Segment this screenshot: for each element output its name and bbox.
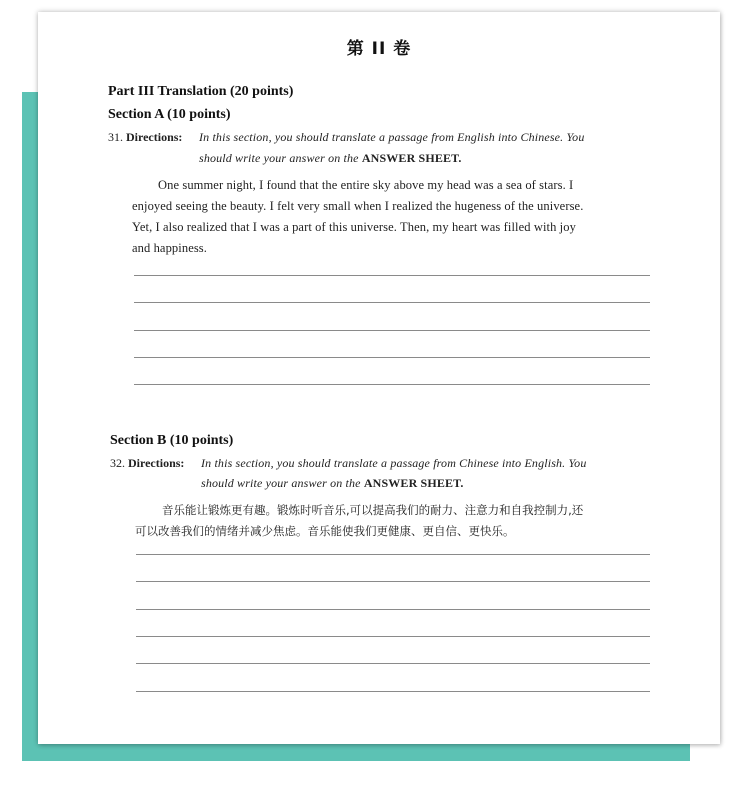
section-a-directions-label (108, 130, 182, 145)
answer-line (136, 691, 650, 692)
answer-line (134, 384, 650, 385)
answer-line (136, 663, 650, 664)
answer-line (134, 330, 650, 331)
answer-line (136, 554, 650, 555)
section-b-directions-line-1: In this section, you should translate a passage from Chinese into English. You (201, 456, 587, 470)
answer-line (136, 609, 650, 610)
period: . (458, 151, 462, 165)
section-a-heading: Section A (10 points) (108, 107, 231, 122)
answer-sheet-emphasis: ANSWER SHEET (363, 476, 461, 490)
answer-line (136, 636, 650, 637)
part-heading: Part III Translation (20 points) (108, 84, 294, 99)
question-number: 31. (108, 130, 126, 144)
answer-line (134, 275, 650, 276)
section-b-heading: Section B (10 points) (110, 433, 234, 448)
section-b-passage-line: 音乐能让锻炼更有趣。锻炼时听音乐,可以提高我们的耐力、注意力和自我控制力,还 (162, 503, 584, 517)
directions-text: should write your answer on the (199, 151, 362, 165)
section-a-directions-line-2 (199, 151, 462, 166)
section-a-passage-line: and happiness. (132, 241, 207, 255)
answer-line (134, 302, 650, 303)
exam-page (38, 12, 720, 744)
section-a-passage-line: enjoyed seeing the beauty. I felt very small when I realized the hugeness of the universe. (132, 199, 584, 213)
directions-label: Directions: (128, 456, 185, 470)
directions-label: Directions: (126, 130, 183, 144)
answer-sheet-emphasis: ANSWER SHEET (361, 151, 459, 165)
question-number: 32. (110, 456, 128, 470)
page-title: 第 II 卷 (346, 39, 412, 59)
answer-line (136, 581, 650, 582)
directions-text: should write your answer on the (201, 476, 364, 490)
section-b-passage-line: 可以改善我们的情绪并减少焦虑。音乐能使我们更健康、更自信、更快乐。 (135, 524, 515, 538)
section-a-passage-line: One summer night, I found that the entire sky above my head was a sea of stars. I (158, 178, 574, 192)
answer-line (134, 357, 650, 358)
section-a-directions-line-1: In this section, you should translate a passage from English into Chinese. You (199, 130, 585, 144)
section-b-directions-line-2 (201, 476, 464, 491)
section-a-passage-line: Yet, I also realized that I was a part of this universe. Then, my heart was filled with joy (132, 220, 576, 234)
section-b-directions-label (110, 456, 184, 471)
period: . (460, 476, 464, 490)
